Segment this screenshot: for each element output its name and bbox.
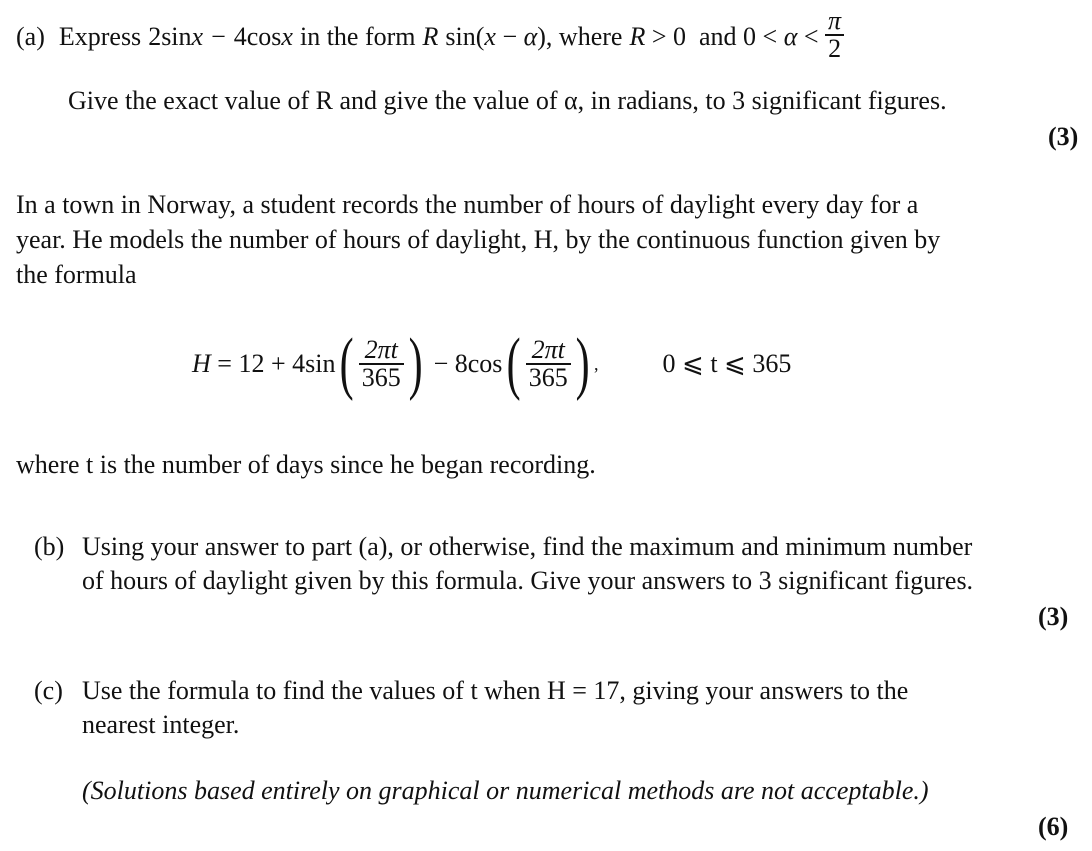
expr-minus: − xyxy=(211,22,226,51)
part-c-line-1: Use the formula to find the values of t when H = 17, giving your answers to the xyxy=(82,676,909,705)
pi-over-two-fraction xyxy=(825,8,844,62)
part-a-question-line xyxy=(16,6,844,63)
part-b-line-2: of hours of daylight given by this formula. Give your answers to 3 significant figures. xyxy=(82,566,974,595)
expr-R: R xyxy=(422,22,439,51)
expr-alpha: α xyxy=(523,22,538,51)
express-word: Express xyxy=(58,22,142,51)
part-c-line-2: nearest integer. xyxy=(82,710,240,739)
expr-alpha2: α xyxy=(783,22,798,51)
daylight-formula xyxy=(192,322,791,406)
formula-minus-cos: − 8cos xyxy=(427,349,503,378)
where-line: where t is the number of days since he began recording. xyxy=(16,450,596,479)
expr-2sin: 2sin xyxy=(148,22,192,51)
formula-paren-close-2: ) xyxy=(575,325,590,402)
intro-line-2: year. He models the number of hours of daylight, H, by the continuous function given by xyxy=(16,225,941,254)
part-b-label: (b) xyxy=(34,532,65,561)
formula-num-1: 2πt xyxy=(364,335,398,364)
intro-line-1: In a town in Norway, a student records the number of hours of daylight every day for a xyxy=(16,190,919,219)
formula-eq-sin: = 12 + 4sin xyxy=(210,349,336,378)
intro-line-3: the formula xyxy=(16,260,137,289)
expr-minus2: − xyxy=(495,22,524,51)
formula-den-1: 365 xyxy=(359,363,404,391)
formula-num-2: 2πt xyxy=(531,335,565,364)
formula-fraction-2 xyxy=(526,337,571,391)
formula-comma: , xyxy=(594,353,599,374)
expr-close-where: ), where xyxy=(537,22,623,51)
two-denominator: 2 xyxy=(825,34,844,62)
in-the-form-text: in the form xyxy=(299,22,416,51)
part-c-label: (c) xyxy=(34,676,63,705)
pi-numerator: π xyxy=(828,6,842,35)
part-c-marks: (6) xyxy=(1038,812,1069,841)
formula-lhs-H: H xyxy=(192,349,211,378)
expr-x2: x xyxy=(281,22,293,51)
expr-gt0: > 0 and 0 < xyxy=(645,22,784,51)
expr-x3: x xyxy=(484,22,496,51)
formula-fraction-1 xyxy=(359,337,404,391)
part-b-marks: (3) xyxy=(1038,602,1069,631)
formula-paren-open-2: ( xyxy=(507,325,522,402)
expr-4cos: 4cos xyxy=(233,22,282,51)
expr-sin-open: sin( xyxy=(445,22,485,51)
expr-x1: x xyxy=(191,22,204,51)
part-c-note: (Solutions based entirely on graphical or numerical methods are not acceptable.) xyxy=(82,776,929,805)
formula-paren-open-1: ( xyxy=(340,325,355,402)
formula-den-2: 365 xyxy=(526,363,571,391)
part-b-line-1: Using your answer to part (a), or otherwise, find the maximum and minimum number xyxy=(82,532,973,561)
formula-paren-close-1: ) xyxy=(408,325,423,402)
part-a-label: (a) xyxy=(16,22,45,51)
part-a-marks: (3) xyxy=(1048,122,1079,151)
expr-R2: R xyxy=(629,22,646,51)
expr-lt: < xyxy=(797,22,826,51)
formula-domain: 0 ⩽ t ⩽ 365 xyxy=(662,349,792,378)
part-a-instruction: Give the exact value of R and give the value of α, in radians, to 3 significant figures. xyxy=(68,86,947,115)
